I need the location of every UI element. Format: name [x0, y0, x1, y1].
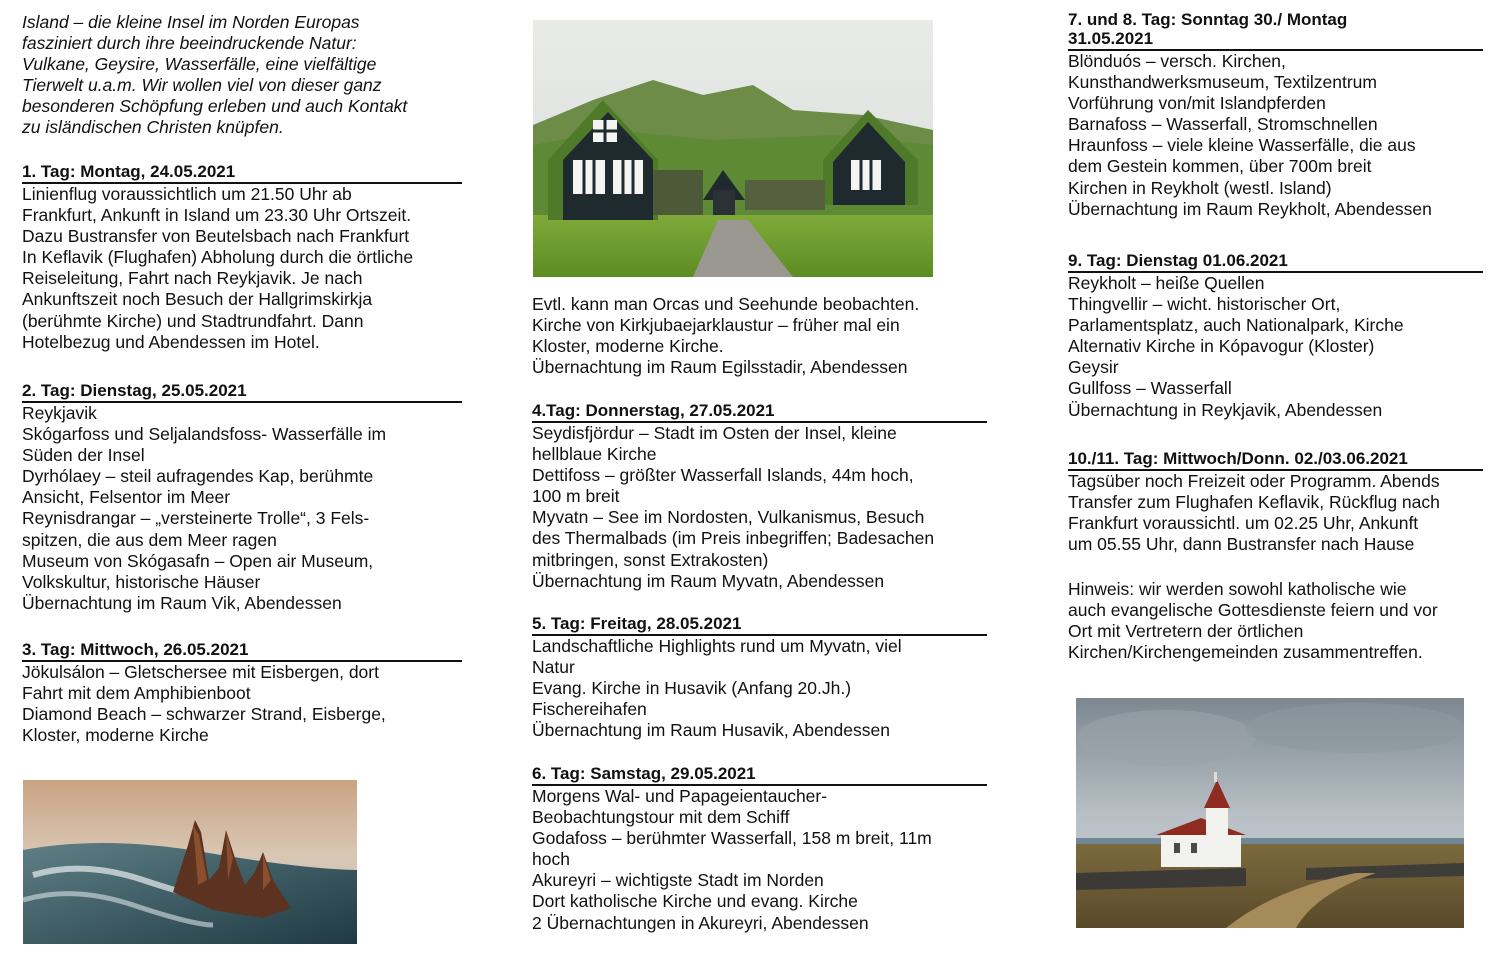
day-4 — [532, 401, 987, 592]
day-line: Reykjavik — [22, 403, 97, 423]
turf-houses-photo — [533, 20, 933, 277]
day-line: Geysir — [1068, 357, 1119, 378]
day-line: Fischereihafen — [532, 699, 647, 720]
day-line: Vorführung von/mit Islandpferden — [1068, 93, 1326, 114]
day-1 — [22, 162, 462, 353]
sea-stacks-photo — [23, 780, 357, 944]
day-line: Seydisfjördur – Stadt im Osten der Insel, kleine hellblaue Kirche — [532, 423, 897, 465]
day-6 — [532, 764, 987, 934]
day-line: Übernachtung im Raum Vik, Abendessen — [22, 592, 342, 613]
day-10-11 — [1068, 449, 1483, 555]
continuation-line: Kirche von Kirkjubaejarklaustur – früher mal ein Kloster, moderne Kirche. — [532, 315, 900, 357]
day-line: Diamond Beach – schwarzer Strand, Eisberge, Kloster, moderne Kirche — [22, 704, 386, 746]
day-line: Skógarfoss und Seljalandsfoss- Wasserfälle im Süden der Insel — [22, 424, 387, 466]
continuation-line: Übernachtung im Raum Egilsstadir, Abendessen — [532, 357, 908, 378]
day-line: 2 Übernachtungen in Akureyri, Abendessen — [532, 912, 869, 933]
hint-text: Hinweis: wir werden sowohl katholische wie auch evangelische Gottesdienste feiern und vor Ort mit Vertretern der örtlichen Kirchen/Kirchengemeinden zusammentreffen. — [1068, 579, 1438, 663]
day-line: Alternativ Kirche in Kópavogur (Kloster) — [1068, 336, 1375, 357]
day-line: Myvatn – See im Nordosten, Vulkanismus, Besuch des Thermalbads (im Preis inbegriffen; Badesachen mitbringen, sonst Extrakosten) — [532, 507, 935, 570]
day-title: 3. Tag: Mittwoch, 26.05.2021 — [22, 640, 462, 662]
day-line: Thingvellir – wicht. historischer Ort, Parlamentsplatz, auch Nationalpark, Kirche — [1068, 294, 1404, 336]
day-5 — [532, 614, 987, 741]
day-line: Hraunfoss – viele kleine Wasserfälle, die aus dem Gestein kommen, über 700m breit — [1068, 135, 1416, 177]
day-title: 1. Tag: Montag, 24.05.2021 — [22, 162, 462, 184]
day-line: Dort katholische Kirche und evang. Kirche — [532, 891, 858, 912]
day-line: Tagsüber noch Freizeit oder Programm. Abends Transfer zum Flughafen Keflavik, Rückflug nach Frankfurt voraussichtl. um 02.25 Uhr, Ankunft um 05.55 Uhr, dann Bustransfer nach Hause — [1068, 471, 1440, 555]
day-line: Jökulsálon – Gletschersee mit Eisbergen, dort Fahrt mit dem Amphibienboot — [22, 662, 379, 704]
day-line: Übernachtung im Raum Myvatn, Abendessen — [532, 570, 885, 591]
day-line: Übernachtung in Reykjavik, Abendessen — [1068, 399, 1383, 420]
day-title: 6. Tag: Samstag, 29.05.2021 — [532, 764, 987, 786]
day-title: 9. Tag: Dienstag 01.06.2021 — [1068, 251, 1483, 273]
day-3-continuation — [532, 294, 987, 378]
day-7-8 — [1068, 10, 1483, 220]
day-line: Barnafoss – Wasserfall, Stromschnellen — [1068, 114, 1378, 135]
day-title: 4.Tag: Donnerstag, 27.05.2021 — [532, 401, 987, 423]
day-line: Evang. Kirche in Husavik (Anfang 20.Jh.) — [532, 678, 852, 699]
day-title: 2. Tag: Dienstag, 25.05.2021 — [22, 381, 462, 403]
intro-text: Island – die kleine Insel im Norden Europas fasziniert durch ihre beeindruckende Natur: Vulkane, Geysire, Wasserfälle, eine vielfältige Tierwelt u.a.m. Wir wollen viel von dieser ganz besonderen Schöpfung erleben und auch Kontakt zu isländischen Christen knüpfen. — [22, 12, 408, 137]
day-line: Dyrhólaey – steil aufragendes Kap, berühmte Ansicht, Felsentor im Meer — [22, 466, 374, 508]
church-photo — [1076, 698, 1464, 928]
column-1 — [22, 0, 462, 965]
day-line: Museum von Skógasafn – Open air Museum, Volkskultur, historische Häuser — [22, 550, 374, 592]
column-2 — [532, 0, 987, 965]
continuation-line: Evtl. kann man Orcas und Seehunde beobachten. — [532, 294, 920, 314]
day-line: Dettifoss – größter Wasserfall Islands, 44m hoch, 100 m breit — [532, 465, 914, 507]
day-line: Landschaftliche Highlights rund um Myvatn, viel Natur — [532, 636, 902, 678]
day-title: 5. Tag: Freitag, 28.05.2021 — [532, 614, 987, 636]
day-3 — [22, 640, 462, 746]
day-line: Reykholt – heiße Quellen — [1068, 273, 1265, 293]
day-line: Übernachtung im Raum Husavik, Abendessen — [532, 720, 890, 741]
column-3 — [1068, 0, 1483, 965]
day-line: Linienflug voraussichtlich um 21.50 Uhr ab Frankfurt, Ankunft in Island um 23.30 Uhr Ortszeit. Dazu Bustransfer von Beutelsbach nach Frankfurt In Keflavik (Flughafen) Abholung durch die örtliche Reiseleitung, Fahrt nach Reykjavik. Je nach Ankunftszeit noch Besuch der Hallgrimskirkja (berühmte Kirche) und Stadtrundfahrt. Dann Hotelbezug und Abendessen im Hotel. — [22, 184, 414, 352]
day-line: Akureyri – wichtigste Stadt im Norden — [532, 870, 824, 891]
day-line: Kirchen in Reykholt (westl. Island) — [1068, 177, 1332, 198]
day-2 — [22, 381, 462, 614]
day-line: Übernachtung im Raum Reykholt, Abendessen — [1068, 198, 1432, 219]
day-line: Godafoss – berühmter Wasserfall, 158 m breit, 11m hoch — [532, 828, 932, 870]
day-line: Blönduós – versch. Kirchen, Kunsthandwerksmuseum, Textilzentrum — [1068, 51, 1377, 93]
day-line: Reynisdrangar – „versteinerte Trolle“, 3 Fels- spitzen, die aus dem Meer ragen — [22, 508, 370, 550]
day-title: 7. und 8. Tag: Sonntag 30./ Montag 31.05.2021 — [1068, 10, 1483, 51]
day-line: Morgens Wal- und Papageientaucher- Beobachtungstour mit dem Schiff — [532, 786, 828, 828]
day-line: Gullfoss – Wasserfall — [1068, 378, 1232, 399]
day-9 — [1068, 251, 1483, 421]
day-title: 10./11. Tag: Mittwoch/Donn. 02./03.06.2021 — [1068, 449, 1483, 471]
